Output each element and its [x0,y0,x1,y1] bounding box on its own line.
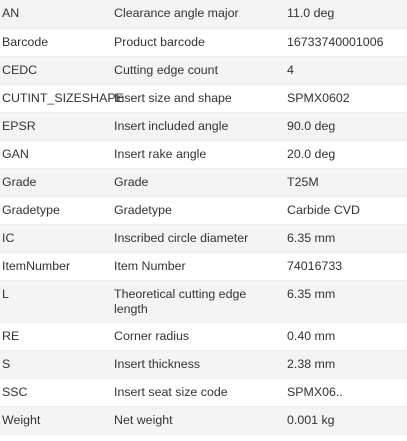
table-row [0,322,407,350]
spec-key: Weight [0,406,114,434]
spec-value: 0.40 mm [285,322,407,350]
spec-description: Net weight [114,406,285,434]
table-row [0,140,407,168]
spec-value: SPMX06.. [285,378,407,406]
spec-description: Item Number [114,252,285,280]
table-row [0,28,407,56]
table-row [0,280,407,322]
spec-value: 20.0 deg [285,140,407,168]
spec-key: SSC [0,378,114,406]
spec-key: ItemNumber [0,252,114,280]
spec-description: Clearance angle major [114,0,285,28]
spec-description: Corner radius [114,322,285,350]
spec-description: Gradetype [114,196,285,224]
spec-value: 4 [285,56,407,84]
spec-value: 6.35 mm [285,280,407,322]
spec-description: Insert seat size code [114,378,285,406]
spec-value: 0.001 kg [285,406,407,434]
spec-key: EPSR [0,112,114,140]
spec-value: 74016733 [285,252,407,280]
spec-value: T25M [285,168,407,196]
table-row [0,378,407,406]
spec-key: Gradetype [0,196,114,224]
spec-value: Carbide CVD [285,196,407,224]
spec-key: CUTINT_SIZESHAPE [0,84,114,112]
spec-key: L [0,280,114,322]
spec-description: Insert rake angle [114,140,285,168]
spec-key: S [0,350,114,378]
spec-key: Grade [0,168,114,196]
spec-key: Barcode [0,28,114,56]
spec-description: Grade [114,168,285,196]
spec-value: 2.38 mm [285,350,407,378]
spec-value: SPMX0602 [285,84,407,112]
spec-value: 16733740001006 [285,28,407,56]
table-row [0,252,407,280]
spec-value: 11.0 deg [285,0,407,28]
spec-description: Inscribed circle diameter [114,224,285,252]
table-row [0,56,407,84]
table-row [0,196,407,224]
spec-description: Insert size and shape [114,84,285,112]
table-row [0,350,407,378]
table-row [0,0,407,28]
spec-key: GAN [0,140,114,168]
table-row [0,224,407,252]
spec-description: Insert included angle [114,112,285,140]
spec-description: Insert thickness [114,350,285,378]
spec-description: Theoretical cutting edge length [114,280,285,322]
table-row [0,84,407,112]
table-row [0,406,407,434]
spec-value: 90.0 deg [285,112,407,140]
table-row [0,112,407,140]
spec-description: Product barcode [114,28,285,56]
spec-key: IC [0,224,114,252]
spec-description: Cutting edge count [114,56,285,84]
spec-value: 6.35 mm [285,224,407,252]
spec-key: AN [0,0,114,28]
spec-key: RE [0,322,114,350]
spec-key: CEDC [0,56,114,84]
table-row [0,168,407,196]
